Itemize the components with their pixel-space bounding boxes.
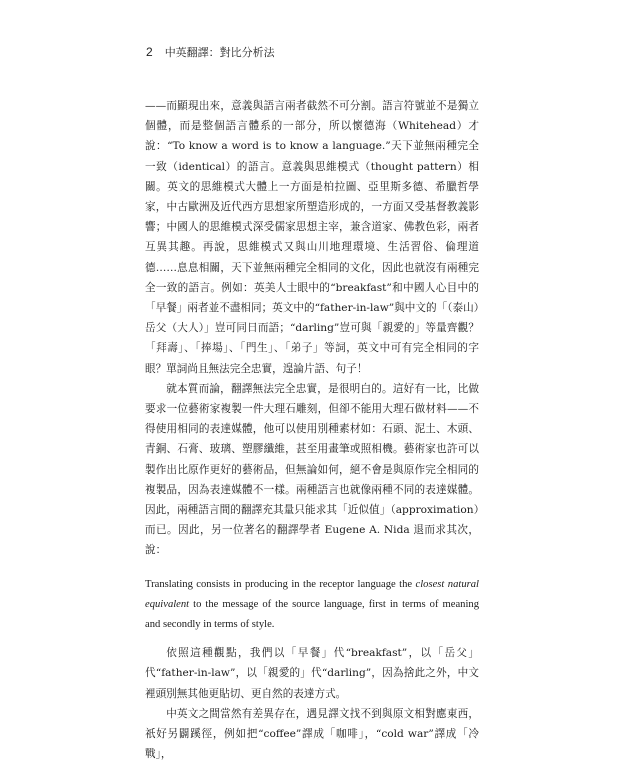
paragraph-1: ——而顯現出來，意義與語言兩者截然不可分割。語言符號並不是獨立個體，而是整個語言體系的一部分，所以懷德海（Whitehead）才說：“To know a word is to know a language.”天下並無兩種完全一致（identical）的語言。意義與思維模式（thought pattern）相關。英文的思維模式大體上一方面是柏拉圖、亞里斯多德、希臘哲學家，中古歐洲及近代西方思想家所塑造形成的，一方面又受基督教義影響；中國人的思維模式深受儒家思想主宰，兼含道家、佛教色彩，兩者互異其趣。再說，思維模式又與山川地理環境、生活習俗、倫理道德……息息相關，天下並無兩種完全相同的文化，因此也就沒有兩種完全一致的語言。例如：英美人士眼中的“breakfast”和中國人心目中的「早餐」兩者並不盡相同；英文中的“father-in-law”與中文的「（泰山）岳父（大人）」豈可同日而語；“darling”豈可與「親愛的」等量齊觀？「拜壽」、「捧場」、「門生」、「弟子」等詞，英文中可有完全相同的字眼？單詞尚且無法完全忠實，遑論片語、句子！ — [145, 100, 479, 375]
page-body — [145, 96, 479, 765]
quote-after: to the message of the source language, first in terms of meaning and secondly in terms of style. — [145, 598, 479, 631]
quote-before: Translating consists in producing in the receptor language the — [145, 578, 416, 590]
page-number: 2 — [146, 45, 153, 59]
paragraph-2: 就本質而論，翻譯無法完全忠實，是很明白的。這好有一比，比做要求一位藝術家複製一件大理石雕刻，但卻不能用大理石做材料——不得使用相同的表達媒體，他可以使用別種素材如：石頭、泥土、木頭、青銅、石膏、玻璃、塑膠纖維，甚至用畫筆或照相機。藝術家也許可以製作出比原作更好的藝術品，但無論如何，絕不會是與原作完全相同的複製品，因為表達媒體不一樣。兩種語言也就像兩種不同的表達媒體。因此，兩種語言間的翻譯充其量只能求其「近似值」（approximation）而已。因此，另一位著名的翻譯學者 Eugene A. Nida 退而求其次，說： — [145, 382, 479, 557]
paragraph-3: 依照這種觀點，我們以「早餐」代“breakfast”，以「岳父」代“father-in-law”，以「親愛的」代“darling”，因為捨此之外，中文裡頭別無其他更貼切、更自然的表達方式。 — [145, 647, 479, 700]
book-title: 中英翻譯：對比分析法 — [164, 46, 275, 59]
quote-italic: closest natural equivalent — [145, 578, 479, 610]
nida-quote — [145, 575, 479, 636]
page-header — [146, 44, 275, 60]
paragraph-4: 中英文之間當然有差異存在，遇見譯文找不到與原文相對應東西，祇好另闢蹊徑，例如把“coffee”譯成「咖啡」，“cold war”譯成「冷戰」， — [145, 707, 479, 761]
